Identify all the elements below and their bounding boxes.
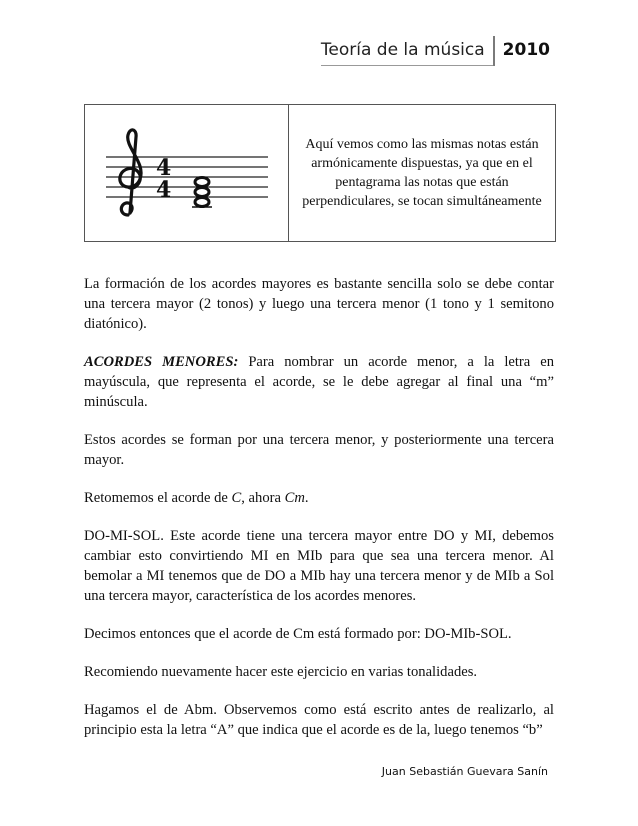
header-year: 2010 — [502, 40, 550, 60]
paragraph-8: Hagamos el de Abm. Observemos como está escrito antes de realizarlo, al principio esta la letra “A” que indica que el acorde es de la, luego tenemos “b” — [84, 702, 554, 738]
figure-caption-cell — [289, 105, 555, 241]
paragraph-5: DO-MI-SOL. Este acorde tiene una tercera mayor entre DO y MI, debemos cambiar esto convirtiendo MI en MIb para que sea una tercera menor. Al bemolar a MI tenemos que de DO a MIb hay una tercera menor y de MIb a Sol una tercera mayor, característica de los acordes menores. — [84, 528, 554, 604]
document-body — [84, 274, 554, 758]
figure-caption: Aquí vemos como las mismas notas están armónicamente dispuestas, ya que en el pentagrama las notas que están perpendiculares, se tocan simultáneamente — [302, 137, 542, 209]
paragraph-2 — [84, 352, 554, 412]
header-title: Teoría de la música — [321, 36, 493, 66]
paragraph-6: Decimos entonces que el acorde de Cm está formado por: DO-MIb-SOL. — [84, 626, 512, 642]
minor-chords-heading: ACORDES MENORES: — [84, 354, 239, 370]
paragraph-4-text-b: , ahora — [241, 490, 285, 506]
figure-table — [84, 104, 556, 242]
chord-c: C — [231, 490, 242, 506]
page-header — [321, 36, 550, 66]
figure-staff-cell — [85, 105, 289, 241]
paragraph-4-text-a: Retomemos el acorde de — [84, 490, 232, 506]
paragraph-4 — [84, 488, 554, 508]
chord-cm: Cm — [284, 490, 305, 506]
page-footer-author: Juan Sebastián Guevara Sanín — [381, 765, 548, 778]
paragraph-2-text: Para nombrar un acorde menor, a la letra en mayúscula, que representa el acorde, se le debe agregar al final una “m” minúscula. — [84, 354, 554, 410]
paragraph-7: Recomiendo nuevamente hacer este ejercicio en varias tonalidades. — [84, 664, 478, 680]
time-signature-top: 4 — [155, 155, 171, 181]
treble-clef-staff-chord-icon — [102, 123, 272, 223]
paragraph-4-end: . — [304, 490, 309, 506]
paragraph-1: La formación de los acordes mayores es bastante sencilla solo se debe contar una tercera mayor (2 tonos) y luego una tercera menor (1 tono y 1 semitono diatónico). — [84, 276, 554, 332]
paragraph-3: Estos acordes se forman por una tercera menor, y posteriormente una tercera mayor. — [84, 432, 554, 468]
time-signature-bottom: 4 — [155, 177, 171, 203]
